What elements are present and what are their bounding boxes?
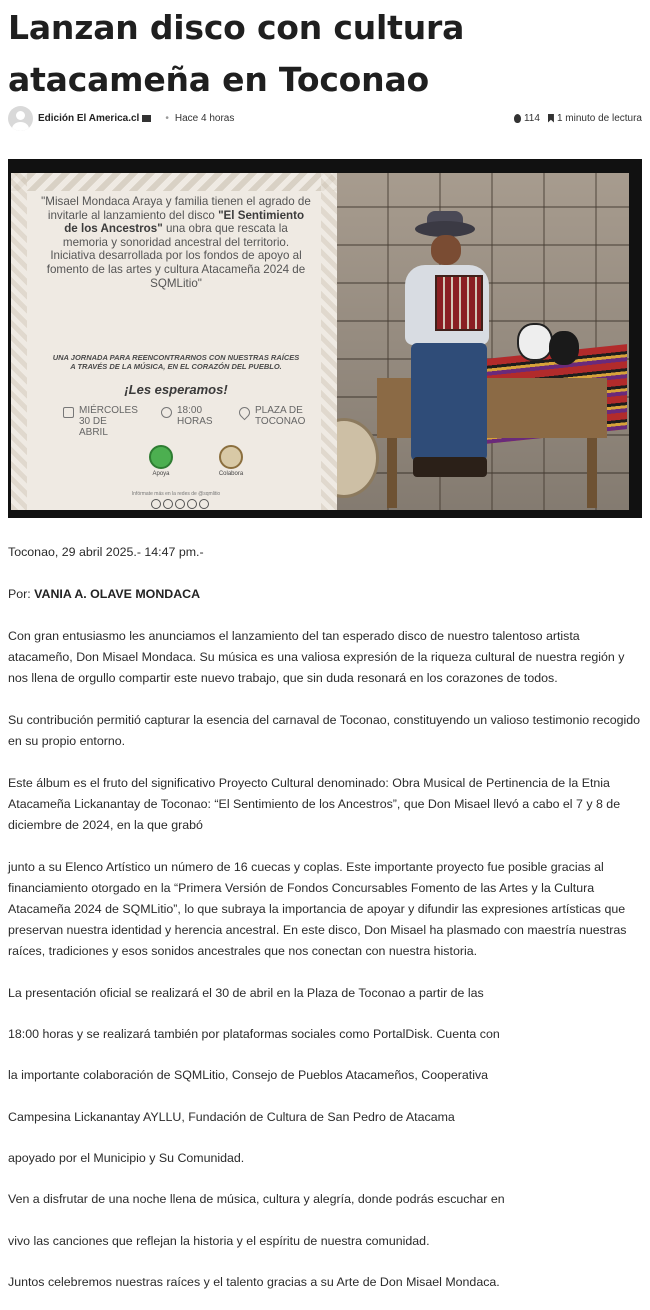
- author-avatar[interactable]: [8, 106, 33, 131]
- flyer-esperamos: ¡Les esperamos!: [124, 382, 228, 397]
- paragraph-12: Juntos celebremos nuestras raíces y el talento gracias a su Arte de Don Misael Mondaca.: [8, 1275, 500, 1289]
- featured-image[interactable]: [8, 159, 642, 518]
- colabora-logo: [211, 445, 251, 485]
- paragraph-1: Con gran entusiasmo les anunciamos el lanzamiento del tan esperado disco de nuestro talentoso artista atacameño, Don Misael Mondaca. Su música es una valiosa expresión de la riqueza cultural de nuestra región y nos llena de orgullo compartir este nuevo trabajo, que sin duda resonará en los corazones de todos.: [8, 629, 625, 685]
- flyer-event-info: [63, 405, 313, 439]
- flyer-place-label: PLAZA DE TOCONAO: [255, 405, 306, 427]
- bench-leg: [587, 438, 597, 508]
- paragraph-9: apoyado por el Municipio y Su Comunidad.: [8, 1151, 245, 1165]
- paragraph-11: vivo las canciones que reflejan la historia y el espíritu de nuestra comunidad.: [8, 1234, 430, 1248]
- flyer-pattern-right: [321, 173, 337, 510]
- dateline: Toconao, 29 abril 2025.- 14:47 pm.-: [8, 545, 204, 559]
- paragraph-7: la importante colaboración de SQMLitio, Consejo de Pueblos Atacameños, Cooperativa: [8, 1068, 489, 1082]
- image-top-border: [8, 159, 642, 165]
- paragraph-4: junto a su Elenco Artístico un número de 16 cuecas y coplas. Este importante proyecto fue posible gracias al financiamiento otorgado en la “Primera Versión de Fondos Concursables Fomento de las Artes y la Cultura Atacameña 2024 de SQMLitio”, lo que subraya la importancia de apoyar y difundir las expresiones artísticas que preservan nuestra identidad y herencia ancestral. En este disco, Don Misael ha plasmado con maestría nuestras raíces, tradiciones y esos sonidos ancestrales que nos conectan con nuestra historia.: [8, 860, 627, 958]
- carnival-mask-dark: [549, 331, 579, 365]
- location-pin-icon: [237, 405, 253, 421]
- bookmark-icon: [548, 114, 554, 123]
- event-flyer: [11, 173, 337, 510]
- paragraph-10: Ven a disfrutar de una noche llena de música, cultura y alegría, donde podrás escuchar en: [8, 1192, 505, 1206]
- calendar-icon: [63, 407, 74, 418]
- flyer-time-label: 18:00 HORAS: [177, 405, 213, 427]
- flyer-invite-line1: "Misael Mondaca Araya y familia tienen el agrado de invitarle al lanzamiento del disco: [41, 195, 311, 222]
- flyer-time: [161, 405, 215, 439]
- separator-dot: •: [165, 112, 169, 124]
- flyer-date: [63, 405, 137, 439]
- flyer-jornada: UNA JORNADA PARA REENCONTRARNOS CON NUESTRAS RAÍCES A TRAVÉS DE LA MÚSICA, EN EL CORAZÓN DEL PUEBLO.: [52, 353, 300, 371]
- sqm-logo-mark: [149, 445, 173, 469]
- musician-photo: [337, 173, 629, 510]
- accordion: [435, 275, 483, 331]
- accordion-player: [387, 221, 507, 486]
- face: [431, 235, 461, 265]
- carnival-mask: [517, 323, 553, 361]
- youtube-icon: [187, 499, 197, 509]
- views-value: 114: [523, 112, 540, 124]
- paragraph-2: Su contribución permitió capturar la esencia del carnaval de Toconao, constituyendo un valioso testimonio recogido en su propio entorno.: [8, 713, 641, 748]
- colabora-logo-caption: Colabora: [218, 471, 244, 477]
- linkedin-icon: [175, 499, 185, 509]
- mail-icon[interactable]: [142, 115, 151, 122]
- flyer-social-icons: [151, 499, 211, 509]
- paragraph-3: Este álbum es el fruto del significativo Proyecto Cultural denominado: Obra Musical de Pertinencia de la Etnia Atacameña Lickanantay de Toconao: “El Sentimiento de los Ancestros”, que Don Misael llevó a cabo el 7 y 8 de diciembre de 2024, en la que grabó: [8, 776, 621, 832]
- flyer-invite-text: [41, 195, 311, 290]
- flyer-redes: Infórmate más en la redes de @sqmlitio: [131, 491, 221, 497]
- boots: [413, 457, 487, 477]
- image-bottom-border: [8, 510, 642, 518]
- paragraph-6: 18:00 horas y se realizará también por plataformas sociales como PortalDisk. Cuenta con: [8, 1027, 500, 1041]
- article-meta: [8, 104, 642, 132]
- jeans: [411, 343, 487, 461]
- author-link[interactable]: Edición El America.cl: [38, 112, 140, 124]
- flame-icon: [514, 114, 521, 123]
- byline-prefix: Por:: [8, 587, 35, 601]
- colabora-logo-mark: [219, 445, 243, 469]
- time-ago: Hace 4 horas: [174, 112, 235, 124]
- facebook-icon: [151, 499, 161, 509]
- flyer-invite-line2: una obra que rescata la memoria y sonoridad ancestral del territorio. Iniciativa desarrollada por los fondos de apoyo al fomento de las artes y cultura Atacameña 2024 de SQMLitio": [46, 222, 306, 290]
- flyer-place: [239, 405, 313, 439]
- byline: [8, 584, 644, 605]
- flyer-album-title: "El Sentimiento de los Ancestros": [64, 208, 305, 236]
- instagram-icon: [163, 499, 173, 509]
- flyer-pattern-left: [11, 173, 27, 510]
- read-time-label: 1 minuto de lectura: [556, 112, 642, 124]
- clock-icon: [161, 407, 172, 418]
- tiktok-icon: [199, 499, 209, 509]
- article-title: Lanzan disco con cultura atacameña en Toconao: [8, 8, 465, 99]
- sqm-logo: [141, 445, 181, 485]
- sqm-logo-caption: Apoya: [152, 471, 170, 477]
- paragraph-8: Campesina Lickanantay AYLLU, Fundación de Cultura de San Pedro de Atacama: [8, 1110, 455, 1124]
- paragraph-5: La presentación oficial se realizará el 30 de abril en la Plaza de Toconao a partir de las: [8, 986, 484, 1000]
- flyer-date-label: MIÉRCOLES 30 DE ABRIL: [79, 405, 138, 438]
- read-time: [548, 113, 642, 124]
- flyer-pattern-top: [11, 173, 337, 191]
- byline-name: VANIA A. OLAVE MONDACA: [34, 587, 201, 601]
- views-count: [514, 113, 540, 124]
- flyer-logos: [141, 445, 251, 485]
